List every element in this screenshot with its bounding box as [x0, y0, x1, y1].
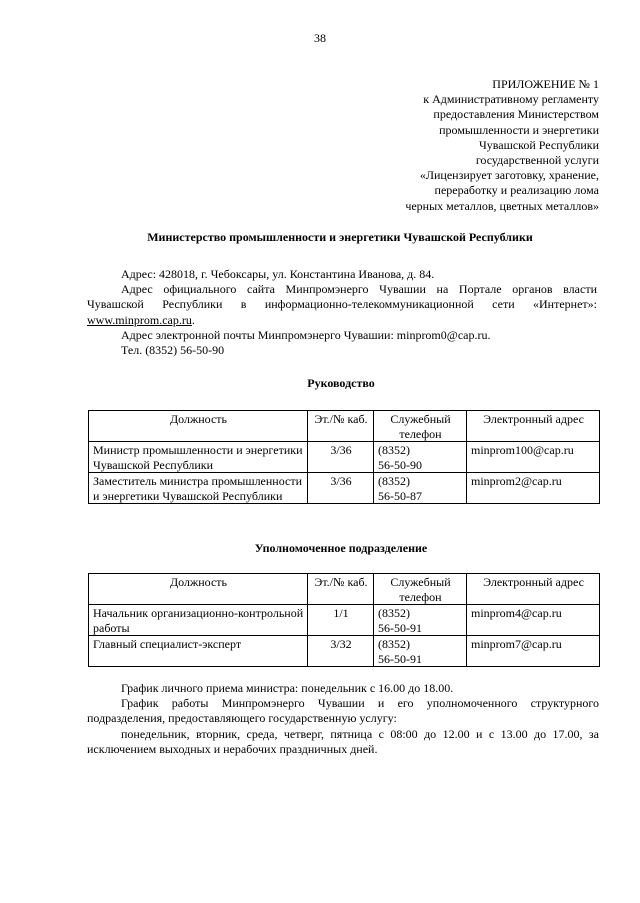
- phone-code: (8352): [378, 443, 410, 457]
- cell-phone: [374, 605, 467, 636]
- website-link[interactable]: www.minprom.cap.ru: [87, 312, 192, 327]
- cell-phone: [374, 636, 467, 667]
- phone-code: (8352): [378, 474, 410, 488]
- work-schedule-line1: График работы Минпромэнерго Чувашии и его уполномоченного структурного: [121, 696, 599, 711]
- appendix-line: к Административному регламенту: [423, 92, 599, 107]
- table-row: [89, 636, 600, 667]
- cell-room: 1/1: [308, 605, 374, 636]
- table-row: [89, 442, 600, 473]
- website-link-period: .: [191, 312, 195, 327]
- cell-email: minprom4@cap.ru: [467, 605, 600, 636]
- cell-email: minprom7@cap.ru: [467, 636, 600, 667]
- work-schedule-line2: подразделения, предоставляющего государственную услугу:: [87, 711, 397, 726]
- appendix-line: предоставления Министерством: [433, 107, 599, 122]
- cell-email: minprom2@cap.ru: [467, 473, 600, 504]
- appendix-line: ПРИЛОЖЕНИЕ № 1: [492, 77, 599, 91]
- phone-number: 56-50-90: [378, 457, 422, 472]
- cell-phone: [374, 442, 467, 473]
- phone-code: (8352): [378, 606, 410, 620]
- website-text-line1: Адрес официального сайта Минпромэнерго Чувашии на Портале органов власти: [121, 282, 597, 297]
- appendix-line: государственной услуги: [475, 153, 599, 168]
- page-number: 38: [314, 31, 326, 45]
- cell-room: 3/32: [308, 636, 374, 667]
- phone-text: Тел. (8352) 56-50-90: [121, 343, 225, 358]
- phone-number: 56-50-87: [378, 488, 422, 503]
- organization-title: Министерство промышленности и энергетики Чувашской Республики: [147, 230, 533, 244]
- table-header-row: [89, 574, 600, 605]
- cell-position: Начальник организационно-контрольной работы: [89, 605, 308, 636]
- table-row: [89, 473, 600, 504]
- header-position: Должность: [89, 411, 308, 442]
- work-days-line1: понедельник, вторник, среда, четверг, пятница с 08:00 до 12.00 и с 13.00 до 17.00, за: [121, 726, 599, 741]
- schedule-block: [87, 681, 599, 757]
- leadership-table: [88, 410, 600, 504]
- appendix-line: черных металлов, цветных металлов»: [405, 198, 599, 213]
- cell-email: minprom100@cap.ru: [467, 442, 600, 473]
- contacts-block: [87, 267, 597, 358]
- division-table: [88, 573, 600, 667]
- appendix-line: Чувашской Республики: [478, 137, 599, 152]
- table-row: [89, 605, 600, 636]
- leadership-title: Руководство: [307, 376, 375, 390]
- cell-room: 3/36: [308, 473, 374, 504]
- phone-code: (8352): [378, 637, 410, 651]
- header-position: Должность: [89, 574, 308, 605]
- cell-position: Заместитель министра промышленности и энергетики Чувашской Республики: [89, 473, 308, 504]
- address-text: Адрес: 428018, г. Чебоксары, ул. Константина Иванова, д. 84.: [121, 267, 435, 281]
- cell-position: Министр промышленности и энергетики Чувашской Республики: [89, 442, 308, 473]
- minister-reception-text: График личного приема министра: понедельник с 16.00 до 18.00.: [121, 681, 454, 695]
- table-header-row: [89, 411, 600, 442]
- header-room: Эт./№ каб.: [308, 574, 374, 605]
- email-text: Адрес электронной почты Минпромэнерго Чувашии: minprom0@cap.ru.: [121, 327, 491, 342]
- header-room: Эт./№ каб.: [308, 411, 374, 442]
- website-url-row: [87, 313, 597, 328]
- cell-phone: [374, 473, 467, 504]
- work-days-line2: исключением выходных и нерабочих праздничных дней.: [87, 741, 378, 756]
- division-title: Уполномоченное подразделение: [254, 541, 428, 555]
- cell-position: Главный специалист-эксперт: [89, 636, 308, 667]
- header-phone: Служебный телефон: [374, 411, 467, 442]
- appendix-header: [405, 77, 599, 214]
- appendix-line: «Лицензирует заготовку, хранение,: [419, 168, 599, 183]
- appendix-line: промышленности и энергетики: [439, 122, 599, 137]
- cell-room: 3/36: [308, 442, 374, 473]
- header-email: Электронный адрес: [467, 574, 600, 605]
- header-phone: Служебный телефон: [374, 574, 467, 605]
- website-text-line2: Чувашской Республики в информационно-телекоммуникационной сети «Интернет»:: [87, 297, 597, 312]
- phone-number: 56-50-91: [378, 620, 422, 635]
- appendix-line: переработку и реализацию лома: [434, 183, 599, 198]
- phone-number: 56-50-91: [378, 651, 422, 666]
- header-email: Электронный адрес: [467, 411, 600, 442]
